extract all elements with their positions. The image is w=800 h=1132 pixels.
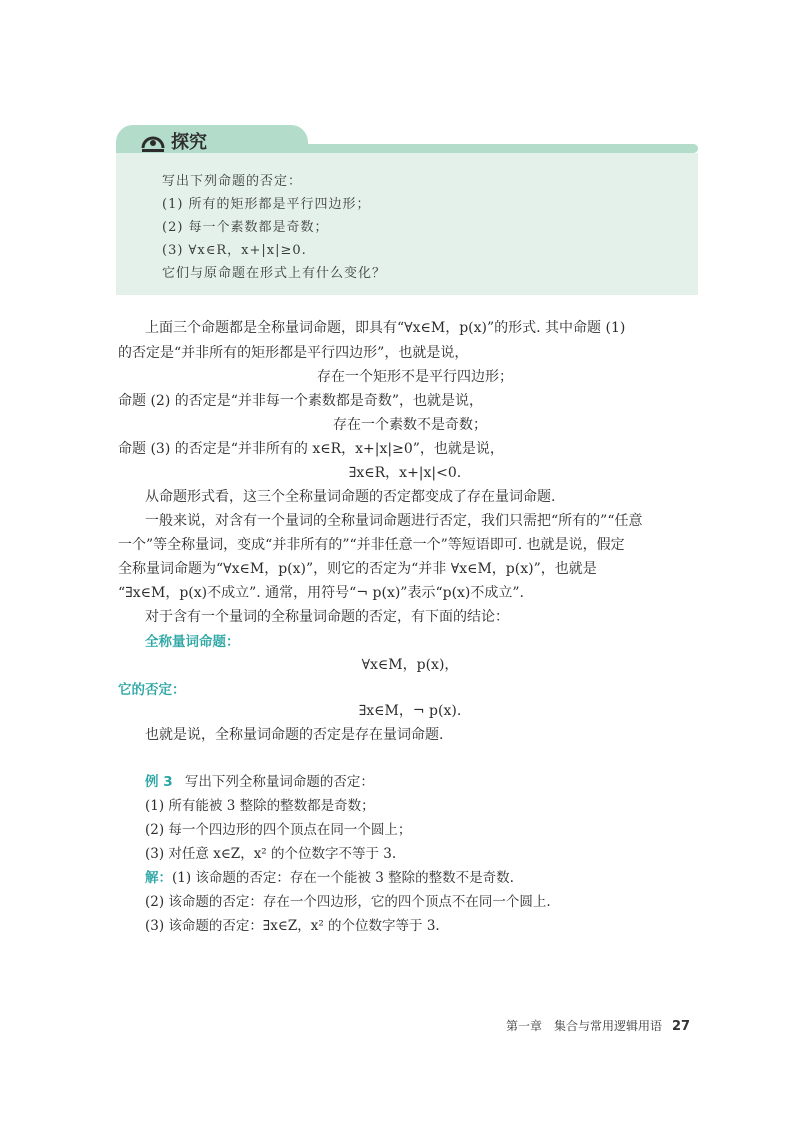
paragraph-line: 从命题形式看，这三个全称量词命题的否定都变成了存在量词命题. [145,489,556,505]
paragraph-line: “∃x∈M，p(x)不成立”. 通常，用符号“¬ p(x)”表示“p(x)不成立”. [118,585,525,601]
paragraph-line: 命题 (2) 的否定是“并非每一个素数都是奇数”，也就是说， [118,393,484,409]
explore-line: (1) 所有的矩形都是平行四边形； [162,197,371,212]
solution-text: (1) 该命题的否定：存在一个能被 3 整除的整数不是奇数. [172,870,514,886]
chapter-title: 第一章 集合与常用逻辑用语 [506,1019,663,1033]
conclusion-label: 它的否定： [118,682,186,698]
solution-line [145,866,514,886]
example-label: 例 3 [145,774,173,790]
formula-line: ∀x∈M，p(x)， [361,657,459,673]
formula-line: ∃x∈R，x+|x|<0. [348,465,462,481]
formula-line: 存在一个素数不是奇数； [333,417,487,433]
solution-line: (3) 该命题的否定：∃x∈Z，x² 的个位数字等于 3. [145,918,440,934]
paragraph-line: 全称量词命题为“∀x∈M，p(x)”，则它的否定为“并非 ∀x∈M，p(x)”，也就是 [118,561,597,577]
explore-icon [140,131,166,153]
example-item: (2) 每一个四边形的四个顶点在同一个圆上； [145,822,412,838]
explore-line: 它们与原命题在形式上有什么变化？ [162,266,387,281]
explore-line: (3) ∀x∈R，x+|x|≥0. [162,243,307,258]
paragraph-line: 的否定是“并非所有的矩形都是平行四边形”，也就是说， [118,345,469,361]
example-prompt: 写出下列全称量词命题的否定： [184,774,374,790]
paragraph-line: 也就是说，全称量词命题的否定是存在量词命题. [145,727,444,743]
explore-line: (2) 每一个素数都是奇数； [162,220,329,235]
paragraph-line: 上面三个命题都是全称量词命题，即具有“∀x∈M，p(x)”的形式. 其中命题 (1) [145,320,626,336]
paragraph-line: 对于含有一个量词的全称量词命题的否定，有下面的结论： [145,609,509,625]
page-footer [506,1017,690,1034]
explore-title: 探究 [171,132,207,153]
example-item: (3) 对任意 x∈Z，x² 的个位数字不等于 3. [145,846,397,862]
paragraph-line: 一般来说，对含有一个量词的全称量词命题进行否定，我们只需把“所有的”“任意 [145,513,643,529]
solution-label: 解： [145,870,172,886]
example-heading [145,770,374,790]
paragraph-line: 命题 (3) 的否定是“并非所有的 x∈R，x+|x|≥0”，也就是说， [118,441,504,457]
conclusion-label: 全称量词命题： [145,634,240,650]
formula-line: ∃x∈M，¬ p(x). [358,703,462,719]
explore-line: 写出下列命题的否定： [162,174,303,189]
formula-line: 存在一个矩形不是平行四边形； [317,369,513,385]
page-number: 27 [672,1019,691,1034]
solution-line: (2) 该命题的否定：存在一个四边形，它的四个顶点不在同一个圆上. [145,894,551,910]
example-item: (1) 所有能被 3 整除的整数都是奇数； [145,798,375,814]
paragraph-line: 一个”等全称量词，变成“并非所有的”“并非任意一个”等短语即可. 也就是说，假定 [118,537,625,553]
